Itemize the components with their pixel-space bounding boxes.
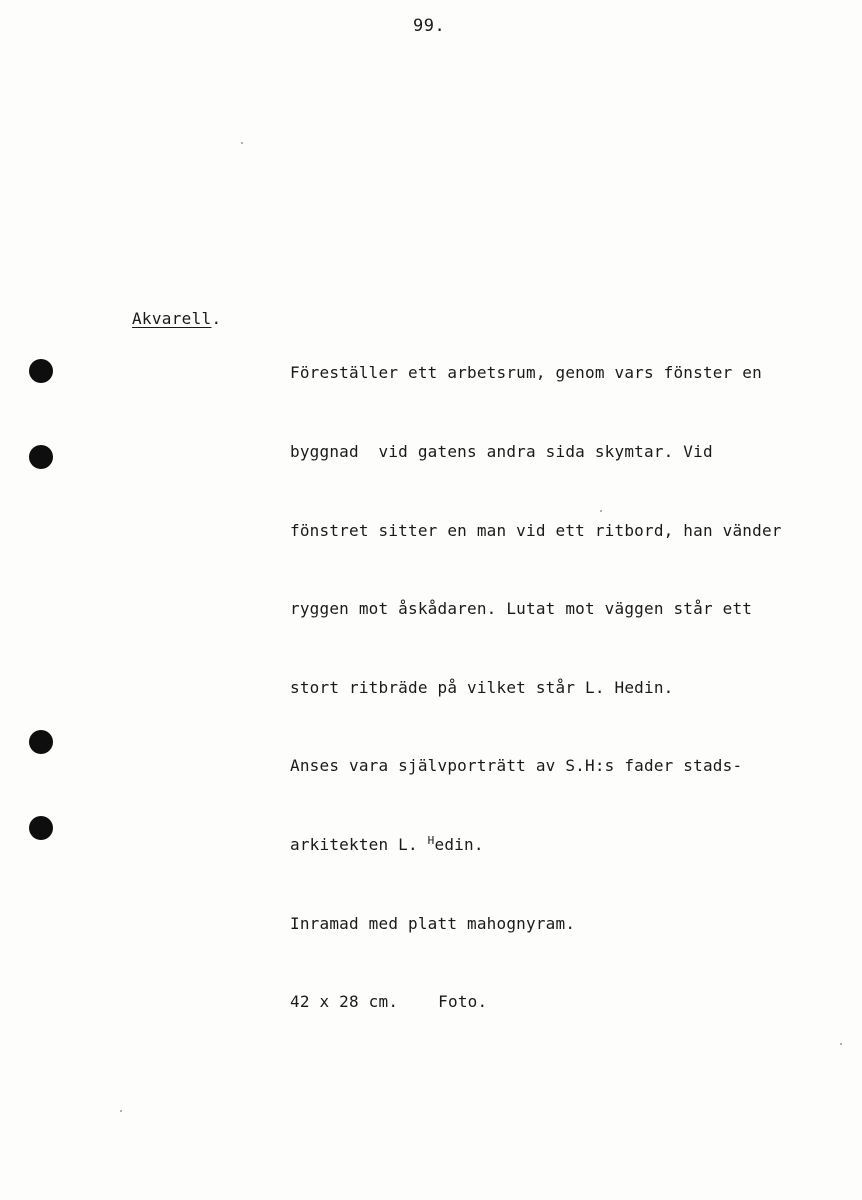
punch-hole xyxy=(29,816,53,840)
punch-hole xyxy=(29,730,53,754)
paper-speck xyxy=(120,1110,122,1112)
description-line: ryggen mot åskådaren. Lutat mot väggen står ett xyxy=(290,599,753,619)
punch-hole xyxy=(29,445,53,469)
line-7-suffix: edin. xyxy=(434,834,484,854)
description-line xyxy=(290,832,830,858)
description-line: Anses vara självporträtt av S.H:s fader stads- xyxy=(290,756,743,776)
superscript-letter: H xyxy=(427,833,435,847)
line-7-prefix: arkitekten L. xyxy=(290,834,428,854)
dimensions: 42 x 28 cm. xyxy=(290,992,399,1012)
paper-speck xyxy=(600,510,602,512)
punch-hole xyxy=(29,359,53,383)
entry-label-period: . xyxy=(211,309,222,328)
description-line: Föreställer ett arbetsrum, genom vars fönster en xyxy=(290,363,762,383)
frame-note: Inramad med platt mahognyram. xyxy=(290,913,576,933)
entry-label xyxy=(132,309,221,328)
page-number: 99. xyxy=(413,16,446,36)
description-line: byggnad vid gatens andra sida skymtar. Vid xyxy=(290,442,713,461)
paper-speck xyxy=(840,1043,842,1045)
paper-speck xyxy=(241,142,243,144)
dimensions-line xyxy=(290,989,830,1015)
photo-note: Foto. xyxy=(438,992,488,1012)
description-line: stort ritbräde på vilket står L. Hedin. xyxy=(290,677,674,697)
description-line: fönstret sitter en man vid ett ritbord, han vänder xyxy=(290,520,782,540)
entry-label-text: Akvarell xyxy=(132,309,212,328)
entry-description xyxy=(290,308,830,1068)
